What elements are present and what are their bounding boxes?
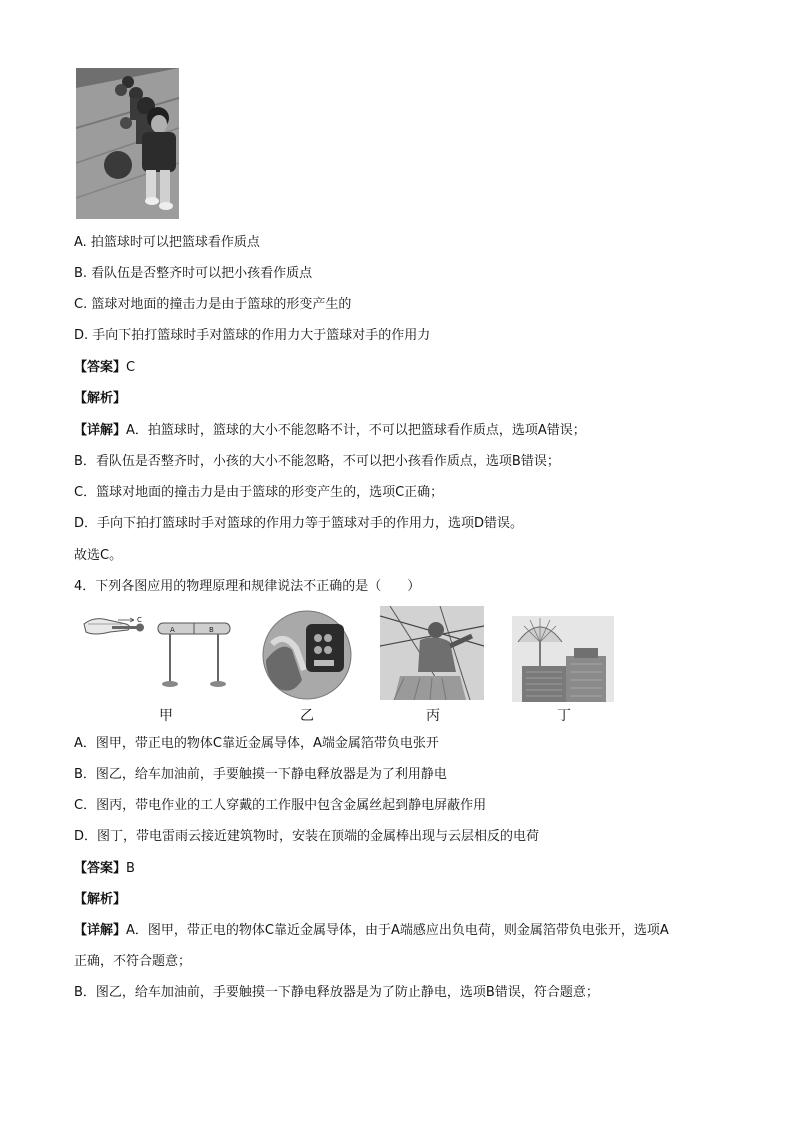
q3-analysis-heading [74,391,126,407]
svg-text:B: B [209,626,214,634]
svg-text:A: A [170,626,175,634]
answer-tag: 【答案】 [74,360,127,375]
q3-option-c: C. 篮球对地面的撞击力是由于篮球的形变产生的 [74,297,352,312]
figure-caption-bing: 丙 [426,708,440,724]
q4-option-d: D．图丁，带电雷雨云接近建筑物时，安装在顶端的金属棒出现与云层相反的电荷 [74,829,540,844]
detail-text: A．图甲，带正电的物体C靠近金属导体，由于A端感应出负电荷，则金属箔带负电张开，选项A [126,923,669,938]
answer-tag: 【答案】 [74,861,127,876]
q3-conclusion: 故选C。 [74,548,123,563]
basketball-children-photo [76,68,179,219]
figure-caption-jia: 甲 [159,708,173,724]
q3-detail-line-1 [74,423,586,439]
q4-option-c: C．图丙，带电作业的工人穿戴的工作服中包含金属丝起到静电屏蔽作用 [74,798,487,813]
figure-caption-yi: 乙 [300,708,314,724]
q3-detail-line-4: D．手向下拍打篮球时手对篮球的作用力等于篮球对手的作用力，选项D错误。 [74,516,524,531]
figure-caption-ding: 丁 [557,708,571,724]
figure-ding-lightning-rod [512,616,614,702]
answer-value: B [126,861,135,876]
detail-tag: 【详解】 [74,923,127,938]
svg-text:C: C [137,616,142,624]
q3-detail-line-2: B．看队伍是否整齐时，小孩的大小不能忽略，不可以把小孩看作质点，选项B错误； [74,454,560,469]
answer-value: C [126,360,136,375]
q3-detail-line-3: C．篮球对地面的撞击力是由于篮球的形变产生的，选项C正确； [74,485,444,500]
q4-detail-line-1 [74,923,669,939]
q4-option-b: B．图乙，给车加油前，手要触摸一下静电释放器是为了利用静电 [74,767,447,782]
q4-analysis-heading [74,892,126,908]
analysis-tag: 【解析】 [74,892,127,907]
q4-option-a: A．图甲，带正电的物体C靠近金属导体，A端金属箔带负电张开 [74,736,439,751]
figure-bing-live-line-worker [380,606,484,700]
q3-option-b: B. 看队伍是否整齐时可以把小孩看作质点 [74,266,313,281]
analysis-tag: 【解析】 [74,391,127,406]
q4-detail-line-2: 正确，不符合题意； [74,954,192,969]
q3-option-a: A. 拍篮球时可以把篮球看作质点 [74,235,260,250]
q4-detail-line-3: B．图乙，给车加油前，手要触摸一下静电释放器是为了防止静电，选项B错误，符合题意； [74,985,599,1000]
q3-option-d: D. 手向下拍打篮球时手对篮球的作用力大于篮球对手的作用力 [74,328,431,343]
detail-tag: 【详解】 [74,423,127,438]
figure-jia-conductor [82,612,234,690]
detail-text: A．拍篮球时，篮球的大小不能忽略不计，不可以把篮球看作质点，选项A错误； [126,423,586,438]
q3-answer [74,360,135,376]
q4-stem: 4．下列各图应用的物理原理和规律说法不正确的是（ ） [74,579,421,594]
figure-yi-static-discharger [262,610,352,700]
q4-answer [74,861,135,877]
